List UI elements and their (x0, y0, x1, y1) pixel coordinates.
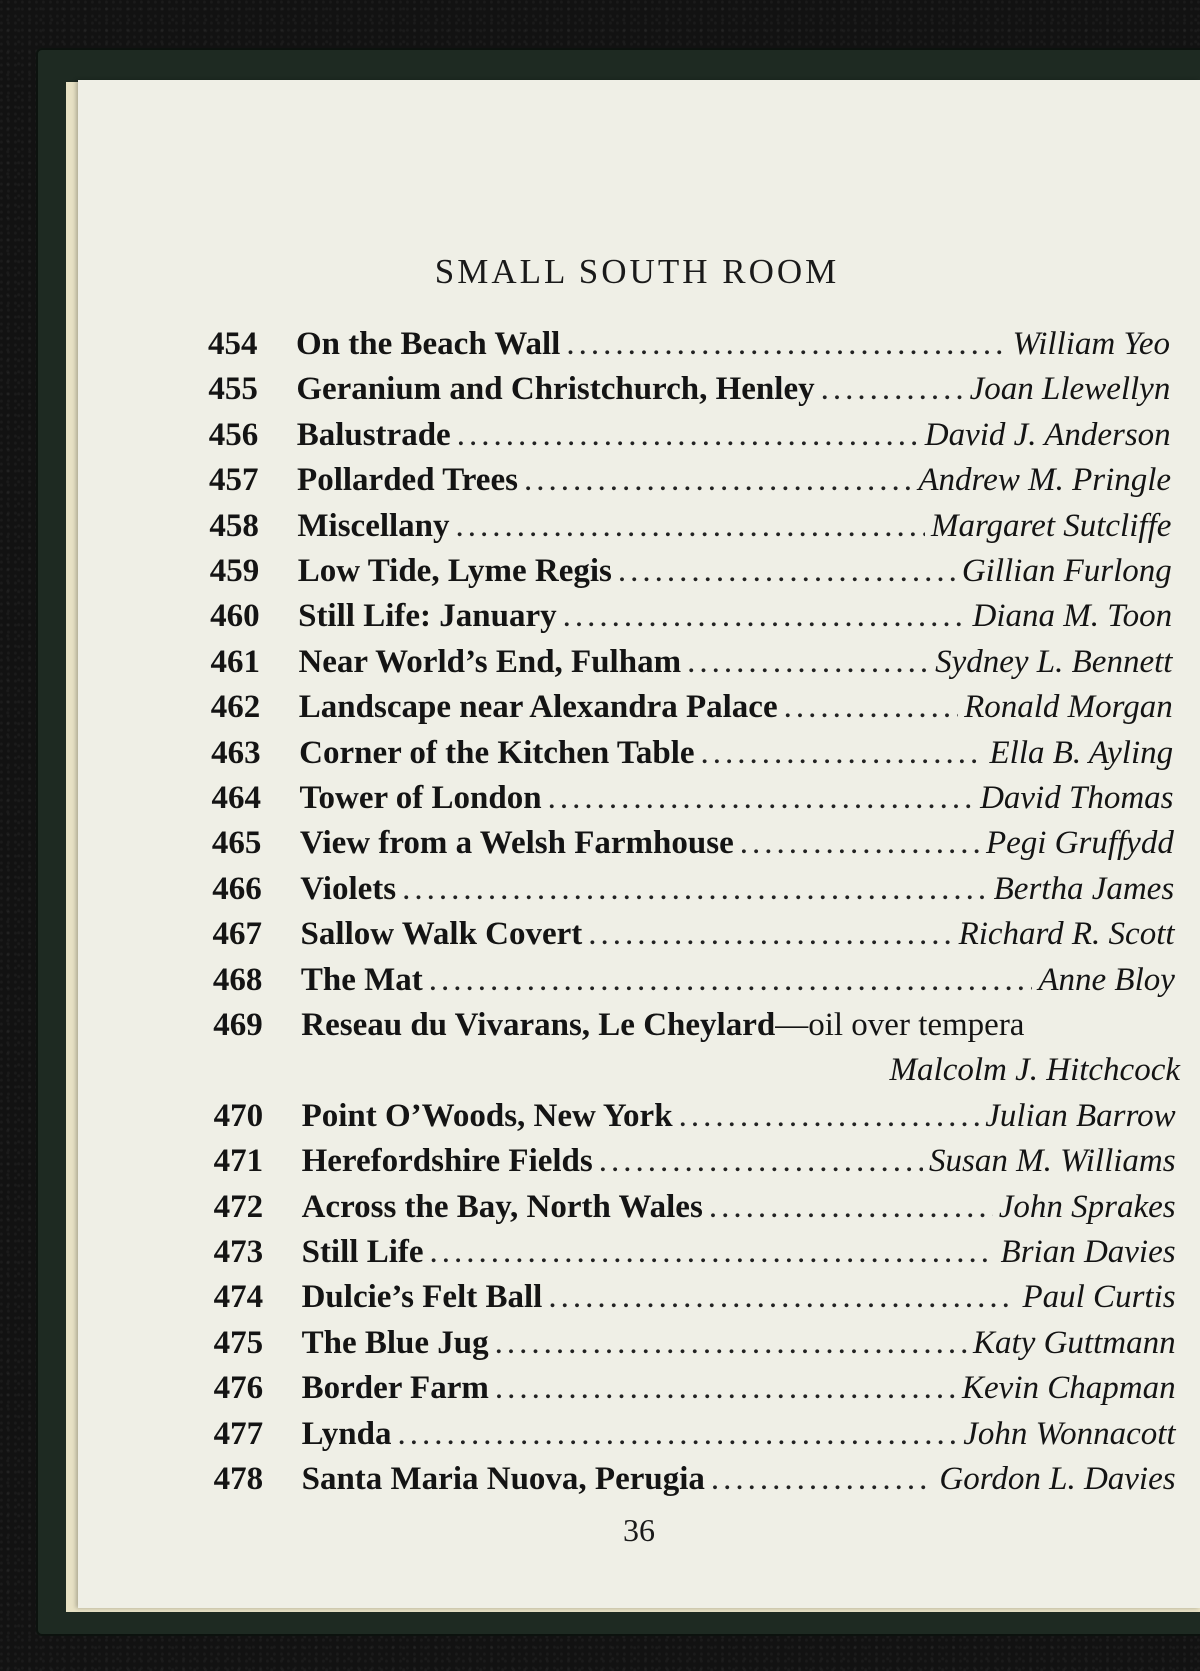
dot-leader (566, 322, 1006, 366)
entry-title: Tower of London (299, 780, 542, 816)
entry-number: 476 (213, 1370, 264, 1407)
entry-number: 455 (208, 371, 258, 408)
room-title: SMALL SOUTH ROOM (434, 252, 840, 291)
entry-artist: John Wonnacott (963, 1415, 1176, 1452)
entry-title: Balustrade (296, 416, 451, 453)
entry-title: Low Tide, Lyme Regis (297, 553, 612, 589)
entry-number: 458 (209, 507, 259, 544)
dot-leader (548, 1275, 1016, 1319)
list-item (212, 776, 1174, 820)
entry-title: Still Life (301, 1234, 424, 1270)
entry-number: 457 (209, 462, 259, 499)
list-item (214, 1230, 1176, 1274)
list-item (214, 1185, 1176, 1229)
entry-title: Dulcie’s Felt Ball (301, 1279, 543, 1316)
entry-number: 471 (213, 1143, 264, 1180)
entry-number: 456 (208, 416, 259, 453)
list-item (210, 594, 1172, 638)
entry-artist: David Thomas (980, 780, 1174, 816)
entry-artist: Diana M. Toon (972, 598, 1173, 635)
list-item (210, 549, 1172, 593)
dot-leader (430, 1230, 995, 1274)
list-item (210, 640, 1172, 684)
entry-number: 470 (213, 1097, 264, 1134)
entry-artist: Julian Barrow (985, 1097, 1176, 1134)
entry-artist: Susan M. Williams (928, 1143, 1176, 1180)
entry-title: The Mat (300, 961, 423, 998)
list-item (214, 1139, 1176, 1183)
entry-title: Lynda (301, 1415, 392, 1452)
entry-artist: Andrew M. Pringle (918, 462, 1172, 499)
dot-leader (495, 1366, 956, 1410)
dot-leader (548, 776, 974, 820)
dot-leader (740, 821, 980, 865)
catalogue-page (78, 80, 1200, 1608)
entry-title: Border Farm (301, 1370, 489, 1407)
entry-list (78, 80, 1200, 1608)
list-item (214, 1412, 1176, 1456)
entry-title: Point O’Woods, New York (301, 1097, 673, 1134)
entry-artist: Malcolm J. Hitchcock (889, 1052, 1180, 1089)
entry-artist: Ella B. Ayling (989, 734, 1174, 771)
entry-number: 475 (213, 1324, 264, 1361)
entry-artist: David J. Anderson (924, 416, 1171, 453)
list-item (214, 1094, 1176, 1138)
entry-artist: John Sprakes (998, 1188, 1176, 1225)
dot-leader (599, 1139, 923, 1183)
list-item (214, 1275, 1176, 1319)
list-item (208, 367, 1170, 411)
entry-number: 469 (213, 1007, 263, 1043)
entry-number: 454 (208, 326, 258, 362)
entry-artist: Kevin Chapman (962, 1370, 1176, 1407)
entry-artist: Joan Llewellyn (969, 371, 1171, 408)
entry-number: 467 (212, 916, 263, 953)
entry-number: 460 (210, 598, 260, 635)
entry-title: Violets (300, 870, 397, 907)
dot-leader (402, 867, 988, 911)
entry-medium: —oil over tempera (775, 1007, 1025, 1043)
entry-number: 478 (213, 1461, 264, 1497)
entry-artist: Gordon L. Davies (939, 1461, 1176, 1497)
entry-title: Across the Bay, North Wales (301, 1188, 703, 1225)
dot-leader (524, 458, 912, 502)
entry-artist: William Yeo (1012, 326, 1170, 362)
list-item (209, 413, 1171, 457)
entry-number: 477 (213, 1415, 264, 1452)
entry-title: Landscape near Alexandra Palace (298, 689, 778, 726)
page-number: 36 (623, 1512, 655, 1548)
dot-leader (701, 731, 984, 775)
list-item (212, 821, 1174, 865)
entry-artist: Katy Guttmann (973, 1324, 1176, 1361)
entry-title: On the Beach Wall (296, 326, 561, 362)
entry-title: Reseau du Vivarans, Le Cheylard (301, 1007, 776, 1043)
list-item (211, 731, 1173, 775)
list-item (213, 912, 1175, 956)
entry-title: Geranium and Christchurch, Henley (296, 371, 815, 408)
dot-leader (457, 413, 919, 457)
entry-number: 465 (211, 825, 262, 862)
entry-number: 468 (212, 961, 263, 998)
entry-artist: Ronald Morgan (964, 689, 1173, 726)
entry-artist: Richard R. Scott (958, 916, 1175, 953)
entry-number: 464 (211, 780, 261, 816)
dot-leader (563, 594, 967, 638)
entry-title: Herefordshire Fields (301, 1143, 593, 1180)
dot-leader (588, 912, 952, 956)
dot-leader (821, 367, 964, 411)
entry-artist: Margaret Sutcliffe (930, 507, 1172, 544)
entry-artist: Sydney L. Bennett (935, 643, 1173, 680)
entry-title: Near World’s End, Fulham (298, 643, 682, 680)
entry-number: 461 (210, 643, 260, 680)
entry-number: 459 (209, 553, 260, 589)
entry-title: Sallow Walk Covert (300, 916, 583, 953)
list-item (213, 958, 1175, 1002)
entry-title: Corner of the Kitchen Table (299, 734, 695, 771)
entry-number: 466 (212, 870, 262, 907)
list-item (214, 1321, 1176, 1365)
list-item (209, 504, 1171, 548)
entry-artist: Bertha James (993, 870, 1175, 907)
entry-number: 463 (211, 734, 261, 771)
entry-number: 473 (213, 1234, 264, 1270)
dot-leader (618, 549, 956, 593)
entry-artist: Brian Davies (1000, 1234, 1176, 1270)
dot-leader (709, 1185, 993, 1229)
dot-leader (784, 685, 959, 729)
entry-title: The Blue Jug (301, 1324, 489, 1361)
entry-number: 462 (210, 689, 261, 726)
entry-number: 472 (213, 1188, 264, 1225)
entry-number: 474 (213, 1279, 264, 1316)
list-item (214, 1457, 1176, 1501)
entry-title: View from a Welsh Farmhouse (299, 825, 734, 862)
dot-leader (429, 958, 1033, 1002)
entry-title: Still Life: January (298, 598, 557, 635)
dot-leader (495, 1321, 967, 1365)
dot-leader (711, 1457, 933, 1501)
dot-leader (687, 640, 929, 684)
list-item (208, 322, 1170, 366)
list-item (214, 1366, 1176, 1410)
list-item (209, 458, 1171, 502)
dot-leader (398, 1412, 958, 1456)
list-item (211, 685, 1173, 729)
dot-leader (679, 1094, 980, 1138)
entry-artist: Anne Bloy (1038, 961, 1175, 998)
entry-title: Pollarded Trees (297, 462, 518, 499)
entry-artist: Paul Curtis (1022, 1279, 1176, 1316)
dot-leader (456, 504, 925, 548)
list-item (213, 1003, 1175, 1047)
entry-artist: Gillian Furlong (961, 553, 1172, 589)
entry-artist: Pegi Gruffydd (985, 825, 1174, 862)
entry-title: Miscellany (297, 507, 450, 544)
entry-title: Santa Maria Nuova, Perugia (301, 1461, 705, 1497)
list-item (212, 867, 1174, 911)
